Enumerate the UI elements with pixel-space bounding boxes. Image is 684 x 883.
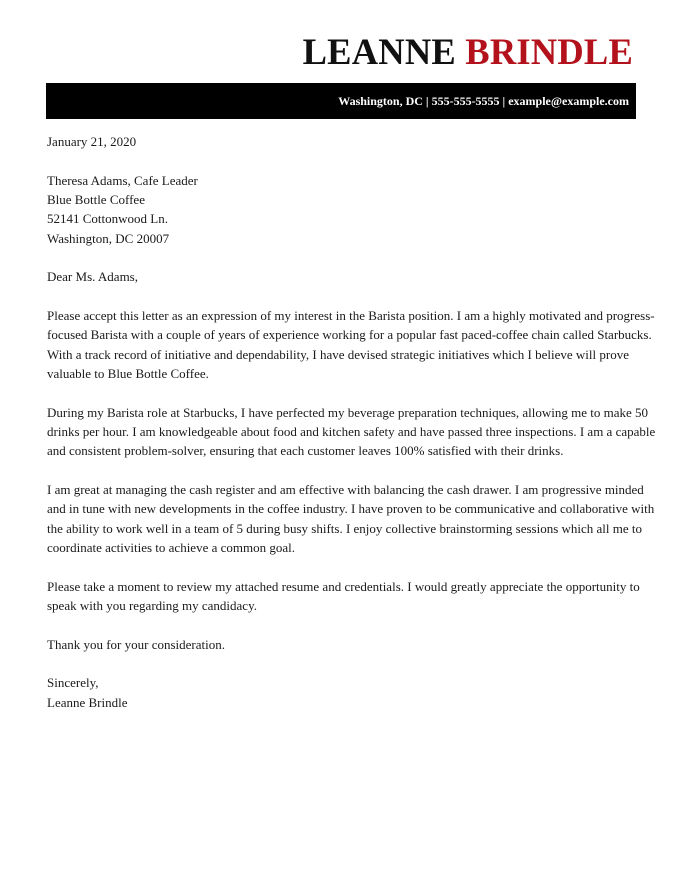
paragraph-line: focused Barista with a couple of years of experience working for a popular fast paced-coffee chain called Starbucks. (47, 327, 652, 343)
paragraph-3 (47, 480, 655, 558)
paragraph-line: During my Barista role at Starbucks, I have perfected my beverage preparation techniques, allowing me to make 50 (47, 404, 649, 420)
paragraph-line: coordinate activities to achieve a common goal. (47, 540, 295, 556)
paragraph-line: I am great at managing the cash register and am effective with balancing the cash drawer. I am progressive minded (47, 482, 644, 498)
salutation: Dear Ms. Adams, (47, 269, 138, 285)
recipient-line: Washington, DC 20007 (47, 230, 170, 246)
spacer (47, 287, 647, 306)
first-name: LEANNE (302, 31, 456, 72)
spacer (47, 461, 647, 480)
spacer (47, 616, 647, 635)
paragraph-line: Please take a moment to review my attached resume and credentials. I would greatly appreciate the opportunity to (47, 578, 640, 594)
spacer (47, 558, 647, 577)
spacer (47, 654, 647, 673)
paragraph-line: and consistent problem-solver, ensuring that each customer leaves 100% satisfied with their drinks. (47, 443, 564, 459)
paragraph-1 (47, 306, 655, 384)
contact-info: Washington, DC | 555-555-5555 | example@example.com (338, 94, 629, 108)
paragraph-line: drinks per hour. I am knowledgeable about food and kitchen safety and have passed three inspections. I am a capable (47, 424, 656, 440)
applicant-name (303, 31, 633, 73)
contact-bar (46, 83, 636, 119)
recipient-address (47, 171, 647, 249)
paragraph-line: speak with you regarding my candidacy. (47, 598, 257, 614)
sign-off: Sincerely, (47, 675, 99, 691)
last-name: BRINDLE (465, 31, 633, 72)
paragraph-4 (47, 577, 647, 616)
closing-thanks: Thank you for your consideration. (47, 636, 225, 652)
spacer (47, 248, 647, 267)
recipient-line: Blue Bottle Coffee (47, 191, 145, 207)
paragraph-line: the ability to work well in a team of 5 during busy shifts. I enjoy collective brainstorming sessions which all me to (47, 520, 643, 536)
signature: Leanne Brindle (47, 694, 128, 710)
recipient-line: Theresa Adams, Cafe Leader (47, 172, 198, 188)
paragraph-line: valuable to Blue Bottle Coffee. (47, 366, 209, 382)
spacer (47, 383, 647, 402)
paragraph-line: and in tune with new developments in the coffee industry. I have proven to be communicative and collaborative with (47, 501, 655, 517)
letter-date: January 21, 2020 (47, 134, 137, 149)
recipient-line: 52141 Cottonwood Ln. (47, 211, 168, 227)
spacer (47, 151, 647, 170)
paragraph-line: Please accept this letter as an expression of my interest in the Barista position. I am a highly motivated and progress- (47, 307, 655, 323)
paragraph-line: With a track record of initiative and dependability, I have devised strategic initiatives which I believe will prove (47, 346, 629, 362)
letter-body (47, 132, 656, 712)
paragraph-2 (47, 403, 656, 461)
